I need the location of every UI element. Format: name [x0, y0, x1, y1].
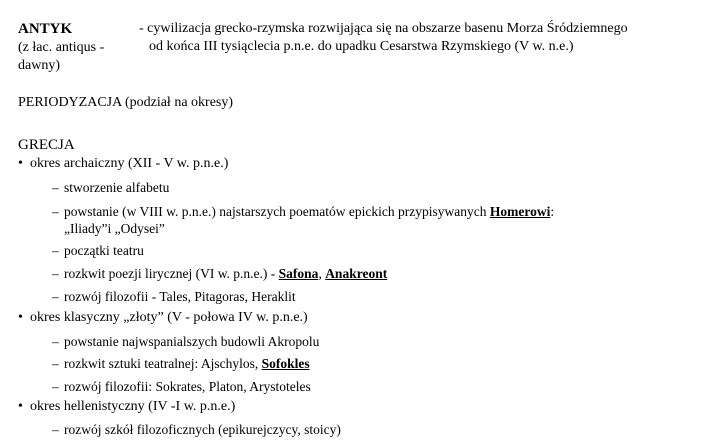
- dash-icon: –: [52, 356, 59, 371]
- item-text: rozkwit sztuki teatralnej: Ajschylos,: [64, 356, 262, 371]
- item-text: powstanie najwspanialszych budowli Akropolu: [64, 334, 320, 349]
- dash-icon: –: [52, 266, 59, 281]
- etymology-note: [18, 39, 104, 75]
- list-item: [52, 355, 310, 372]
- link-safona[interactable]: Safona: [278, 266, 319, 281]
- item-text: rozkwit poezji lirycznej (VI w. p.n.e.) -: [64, 266, 279, 281]
- item-text: stworzenie alfabetu: [64, 180, 170, 195]
- dash-icon: –: [52, 289, 59, 304]
- list-item: [52, 333, 319, 350]
- link-homerowi[interactable]: Homerowi: [489, 204, 551, 219]
- link-anakreont[interactable]: Anakreont: [325, 266, 388, 281]
- definition-text: [139, 20, 628, 56]
- list-item: [52, 242, 144, 259]
- item-text: rozwój filozofii: Sokrates, Platon, Arystoteles: [64, 379, 311, 394]
- item-continuation: „Iliady”i „Odysei”: [64, 221, 165, 236]
- link-sofokles[interactable]: Sofokles: [261, 356, 310, 371]
- period-hellenistic: [18, 399, 235, 415]
- list-item: [52, 288, 296, 305]
- period-archaic: [18, 156, 228, 172]
- etymology-line-1: (z łac. antiqus -: [18, 40, 105, 55]
- term-heading: ANTYK: [18, 21, 73, 37]
- item-text: początki teatru: [64, 243, 144, 258]
- list-item: [52, 179, 169, 196]
- definition-line-1: - cywilizacja grecko-rzymska rozwijająca się na obszarze basenu Morza Śródziemnego: [139, 21, 628, 36]
- dash-icon: –: [52, 180, 59, 195]
- dash-icon: –: [52, 334, 59, 349]
- item-text: rozwój szkół filozoficznych (epikurejczycy, stoicy): [64, 422, 341, 437]
- dash-icon: –: [52, 422, 59, 437]
- list-item: [52, 203, 554, 237]
- period-label: okres hellenistyczny (IV -I w. p.n.e.): [30, 399, 236, 414]
- dash-icon: –: [52, 243, 59, 258]
- list-item: [52, 378, 311, 395]
- etymology-line-2: dawny): [18, 58, 60, 73]
- dash-icon: –: [52, 204, 59, 219]
- definition-line-2: od końca III tysiąclecia p.n.e. do upadku Cesarstwa Rzymskiego (V w. n.e.): [149, 39, 574, 54]
- list-item: [52, 265, 387, 282]
- list-item: [52, 421, 341, 438]
- section-title: GRECJA: [18, 137, 75, 153]
- item-text-suffix: :: [550, 204, 555, 219]
- item-text: rozwój filozofii - Tales, Pitagoras, Heraklit: [64, 289, 296, 304]
- periodization-heading: PERIODYZACJA (podział na okresy): [18, 95, 234, 110]
- item-separator: ,: [318, 266, 326, 281]
- period-classical: [18, 310, 308, 326]
- bullet-icon: •: [18, 399, 23, 414]
- dash-icon: –: [52, 379, 59, 394]
- period-label: okres klasyczny „złoty” (V - połowa IV w. p.n.e.): [30, 310, 308, 325]
- period-label: okres archaiczny (XII - V w. p.n.e.): [30, 156, 229, 171]
- item-text: powstanie (w VIII w. p.n.e.) najstarszych poematów epickich przypisywanych: [64, 204, 490, 219]
- bullet-icon: •: [18, 156, 23, 171]
- bullet-icon: •: [18, 310, 23, 325]
